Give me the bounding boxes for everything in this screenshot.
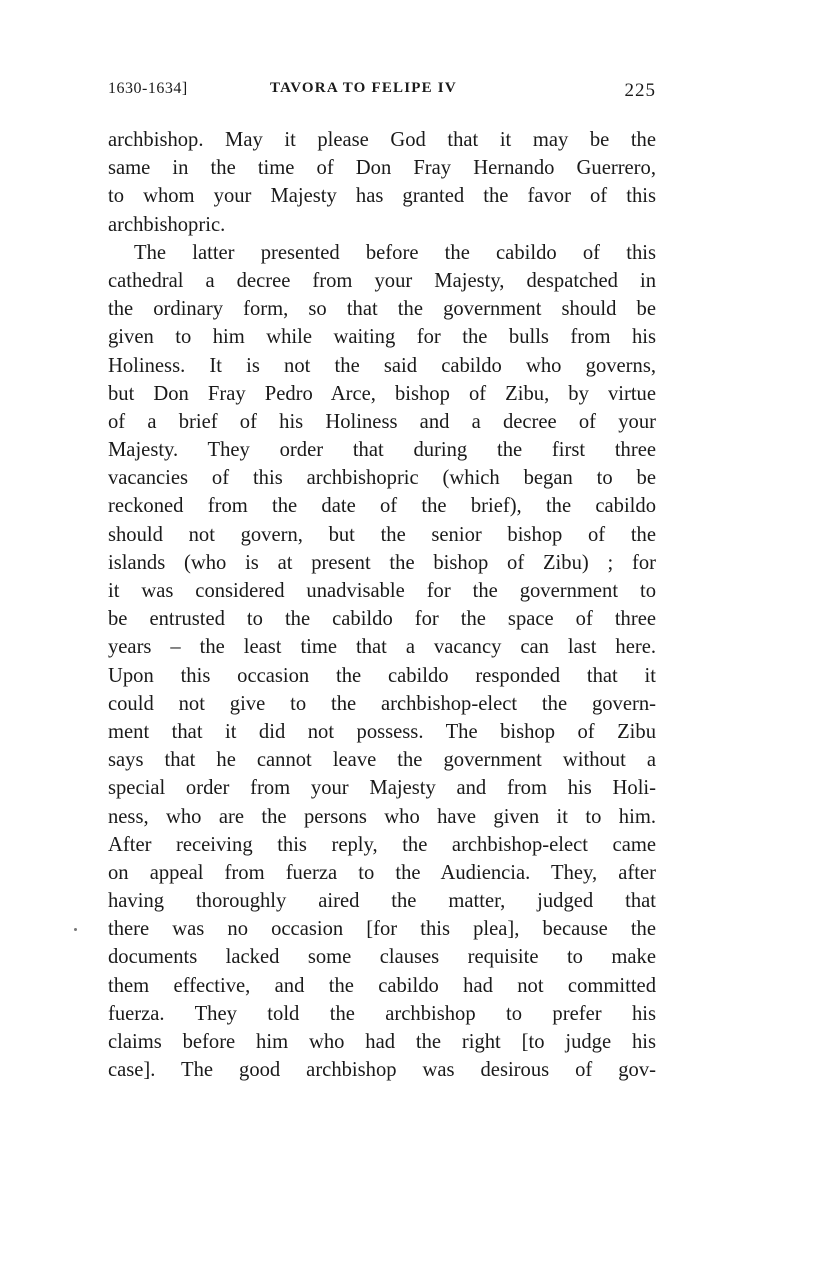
text-line: reckoned from the date of the brief), the cabildo bbox=[108, 495, 656, 518]
text-line: should not govern, but the senior bishop of the bbox=[108, 523, 656, 546]
text-line: cathedral a decree from your Majesty, despatched in bbox=[108, 269, 656, 292]
text-line: case]. The good archbishop was desirous of gov- bbox=[108, 1059, 656, 1082]
margin-speck bbox=[74, 928, 77, 931]
text-line: but Don Fray Pedro Arce, bishop of Zibu, by virtue bbox=[108, 382, 656, 405]
header-page-number: 225 bbox=[624, 80, 656, 101]
running-head bbox=[108, 80, 656, 104]
text-line: islands (who is at present the bishop of Zibu) ; for bbox=[108, 551, 656, 574]
text-line: same in the time of Don Fray Hernando Guerrero, bbox=[108, 157, 656, 180]
text-line: Upon this occasion the cabildo responded that it bbox=[108, 664, 656, 687]
text-line: documents lacked some clauses requisite to make bbox=[108, 946, 656, 969]
text-line: archbishopric. bbox=[108, 213, 226, 236]
text-line: ment that it did not possess. The bishop of Zibu bbox=[108, 720, 656, 743]
text-line: The latter presented before the cabildo of this bbox=[134, 241, 656, 264]
text-line: the ordinary form, so that the government should be bbox=[108, 298, 656, 321]
text-line: claims before him who had the right [to judge his bbox=[108, 1031, 656, 1053]
text-line: After receiving this reply, the archbishop-elect came bbox=[108, 833, 656, 856]
text-line: them effective, and the cabildo had not committed bbox=[108, 974, 656, 997]
text-line: on appeal from fuerza to the Audiencia. They, after bbox=[108, 861, 656, 884]
text-line: says that he cannot leave the government without a bbox=[108, 749, 656, 772]
text-line: special order from your Majesty and from his Holi- bbox=[108, 777, 656, 800]
text-line: to whom your Majesty has granted the favor of this bbox=[108, 185, 656, 208]
text-line: ness, who are the persons who have given it to him. bbox=[108, 805, 656, 828]
body-text bbox=[108, 126, 656, 1084]
text-line: fuerza. They told the archbishop to prefer his bbox=[108, 1002, 656, 1025]
text-line: vacancies of this archbishopric (which began to be bbox=[108, 467, 656, 490]
text-line: Holiness. It is not the said cabildo who governs, bbox=[108, 354, 656, 377]
text-line: having thoroughly aired the matter, judged that bbox=[108, 890, 656, 913]
text-line: given to him while waiting for the bulls from his bbox=[108, 326, 656, 349]
text-line: of a brief of his Holiness and a decree of your bbox=[108, 410, 656, 433]
text-line: years – the least time that a vacancy can last here. bbox=[108, 636, 656, 659]
header-date-range: 1630-1634] bbox=[108, 80, 188, 97]
header-running-title: TAVORA TO FELIPE IV bbox=[270, 80, 457, 96]
text-line: Majesty. They order that during the first three bbox=[108, 439, 656, 462]
text-line: be entrusted to the cabildo for the space of three bbox=[108, 608, 656, 631]
text-line: could not give to the archbishop-elect the govern- bbox=[108, 692, 656, 715]
text-line: there was no occasion [for this plea], because the bbox=[108, 918, 656, 941]
text-line: archbishop. May it please God that it may be the bbox=[108, 129, 656, 151]
text-line: it was considered unadvisable for the government to bbox=[108, 580, 656, 602]
